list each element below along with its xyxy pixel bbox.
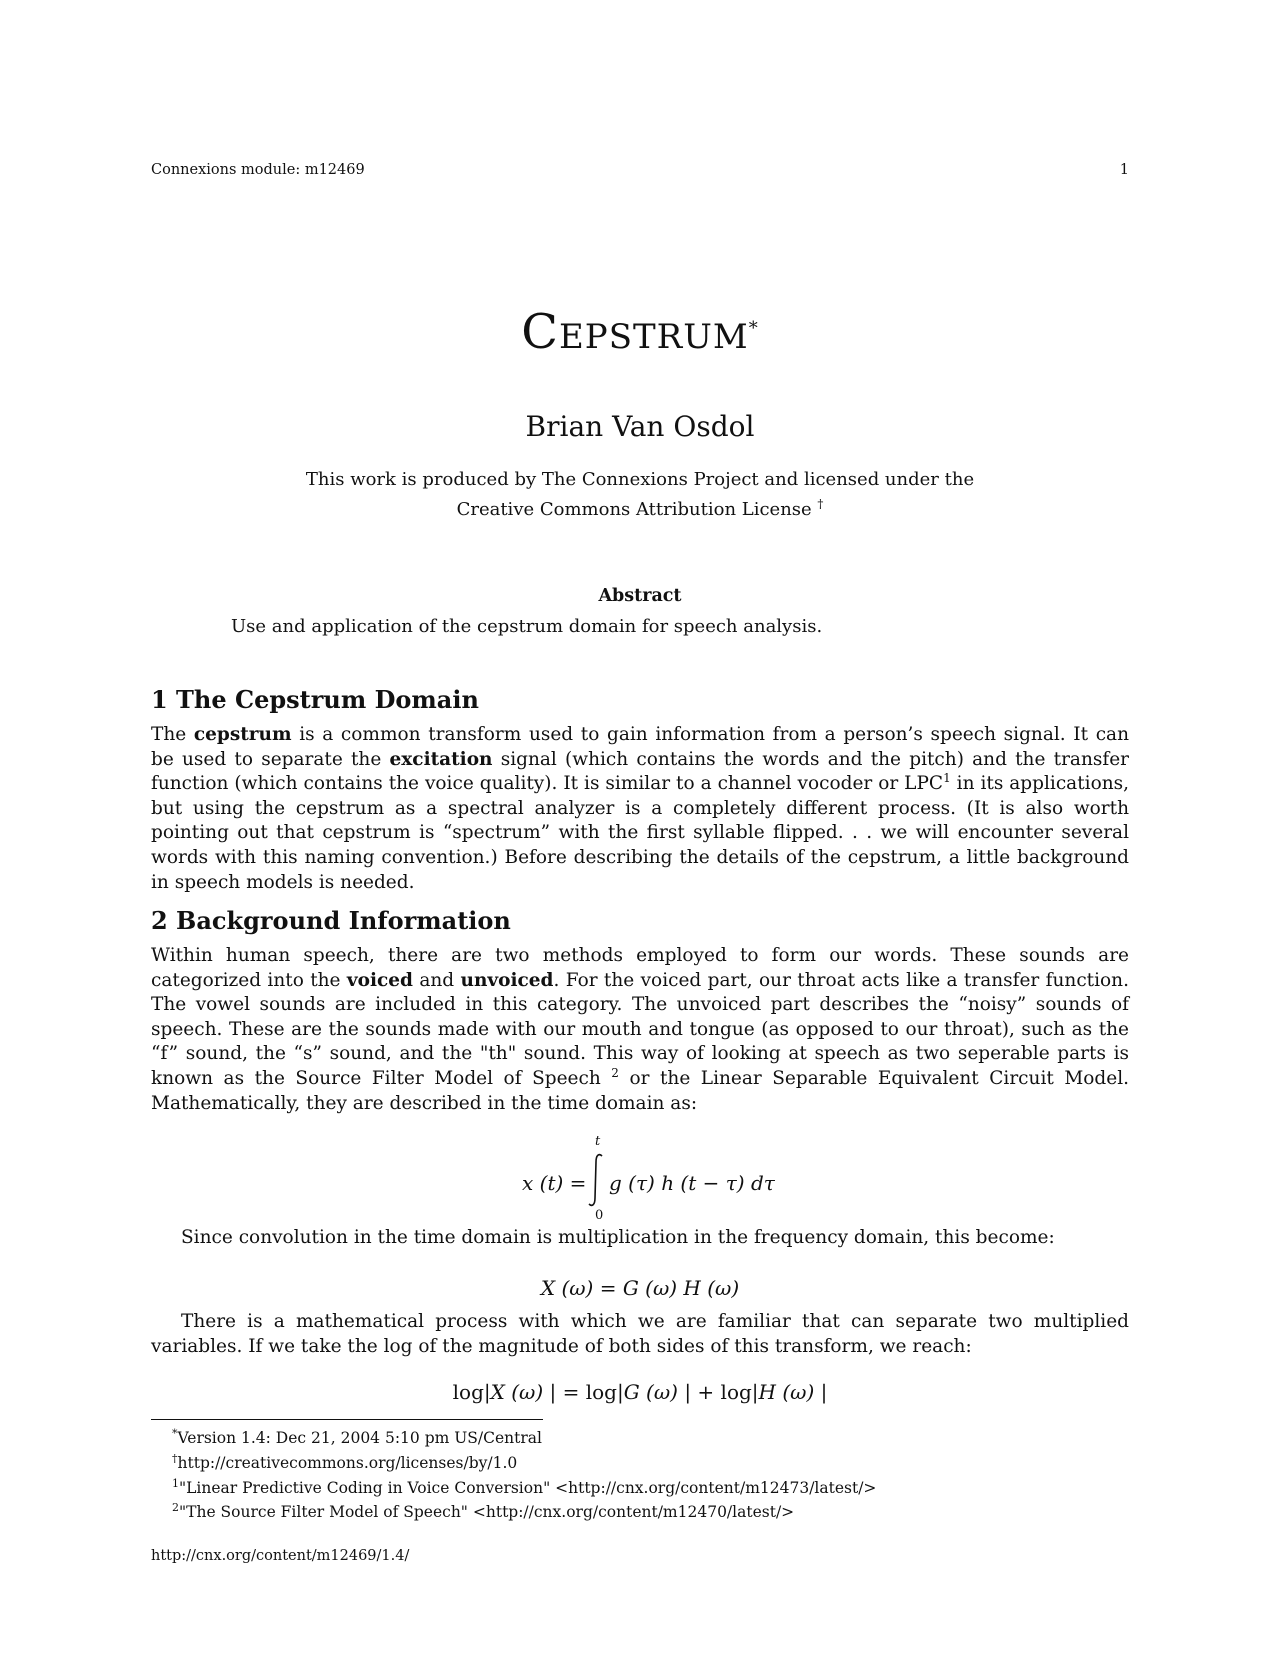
eq1-lhs: x (t) = [522,1171,587,1195]
term-unvoiced: unvoiced [460,969,554,991]
running-header [151,162,1129,178]
license-footnote-mark[interactable]: † [817,497,824,511]
eq1-integrand: g (τ) h (t − τ) dτ [609,1171,775,1195]
term-voiced: voiced [346,969,413,991]
footnote-ref-2[interactable]: 2 [611,1065,619,1080]
paragraph-background: Within human speech, there are two methods employed to form our words. These sounds are categorized into the voiced and unvoiced. For the voiced part, our throat acts like a transfer function. The vowel sounds are included in this category. The unvoiced part describes the “noisy” sounds of speech. These are the sounds made with our mouth and tongue (as opposed to our throat), such as the “f” sound, the “s” sound, and the "th" sound. This way of looking at speech as two seperable parts is known as the Source Filter Model of Speech $^2$ or the Linear Separable Equivalent Circuit Model. Mathematically, they are described in the time domain as: [151,945,1129,1114]
license-notice [0,467,1280,522]
footnote-item: *Version 1.4: Dec 21, 2004 5:10 pm US/Central [172,1427,542,1448]
integral-sign-icon [586,1152,606,1208]
license-line-1: This work is produced by The Connexions Project and licensed under the [305,469,975,490]
eq1-upper-limit: t [595,1134,601,1149]
footnote-item[interactable]: †http://creativecommons.org/licenses/by/1.0 [172,1451,518,1472]
footnote-item[interactable]: $^1$"Linear Predictive Coding in Voice Conversion" <http://cnx.org/content/m12473/latest/> [172,1476,877,1497]
title-footnote-mark[interactable]: * [748,318,759,339]
footnote-item[interactable]: $^2$"The Source Filter Model of Speech" <http://cnx.org/content/m12470/latest/> [172,1501,795,1522]
module-label: Connexions module: m12469 [151,162,365,178]
abstract-text: Use and application of the cepstrum domain for speech analysis. [231,616,823,637]
author-name: Brian Van Osdol [525,410,755,443]
license-name: Creative Commons Attribution License [456,499,812,520]
footnotes [172,1424,876,1523]
paragraph-convolution: Since convolution in the time domain is multiplication in the frequency domain, this become: [181,1227,1055,1248]
term-cepstrum: cepstrum [193,724,292,745]
page-title [0,304,1280,360]
equation-log-magnitude: log|X (ω) | = log|G (ω) | + log|H (ω) | [452,1380,828,1404]
section-heading-2: 2 Background Information [151,906,511,935]
abstract-heading: Abstract [598,586,682,606]
section-heading-1: 1 The Cepstrum Domain [151,685,479,714]
paragraph-log: There is a mathematical process with which we are familiar that can separate two multiplied variables. If we take the log of the magnitude of both sides of this transform, we reach: [151,1311,1129,1357]
term-excitation: excitation [389,748,493,770]
paragraph-cepstrum-domain: The cepstrum is a common transform used to gain information from a person’s speech signal. It can be used to separate the excitation signal (which contains the words and the pitch) and the transfer function (which contains the voice quality). It is similar to a channel vocoder or LPC$^1$ in its applications, but using the cepstrum as a spectral analyzer is a completely different process. (It is also worth pointing out that cepstrum is “spectrum” with the first syllable flipped. . . we will encounter several words with this naming convention.) Before describing the details of the cepstrum, a little background in speech models is needed. [151,724,1129,893]
eq1-lower-limit: 0 [595,1208,604,1223]
page-number: 1 [1119,162,1129,178]
title-text: Cepstrum [521,304,749,360]
license-line-2 [0,492,1280,522]
footnote-divider [151,1419,543,1420]
equation-product: X (ω) = G (ω) H (ω) [540,1276,740,1300]
equation-convolution [500,1134,780,1224]
footer-url[interactable]: http://cnx.org/content/m12469/1.4/ [151,1548,410,1564]
footnote-ref-1[interactable]: 1 [943,771,951,786]
